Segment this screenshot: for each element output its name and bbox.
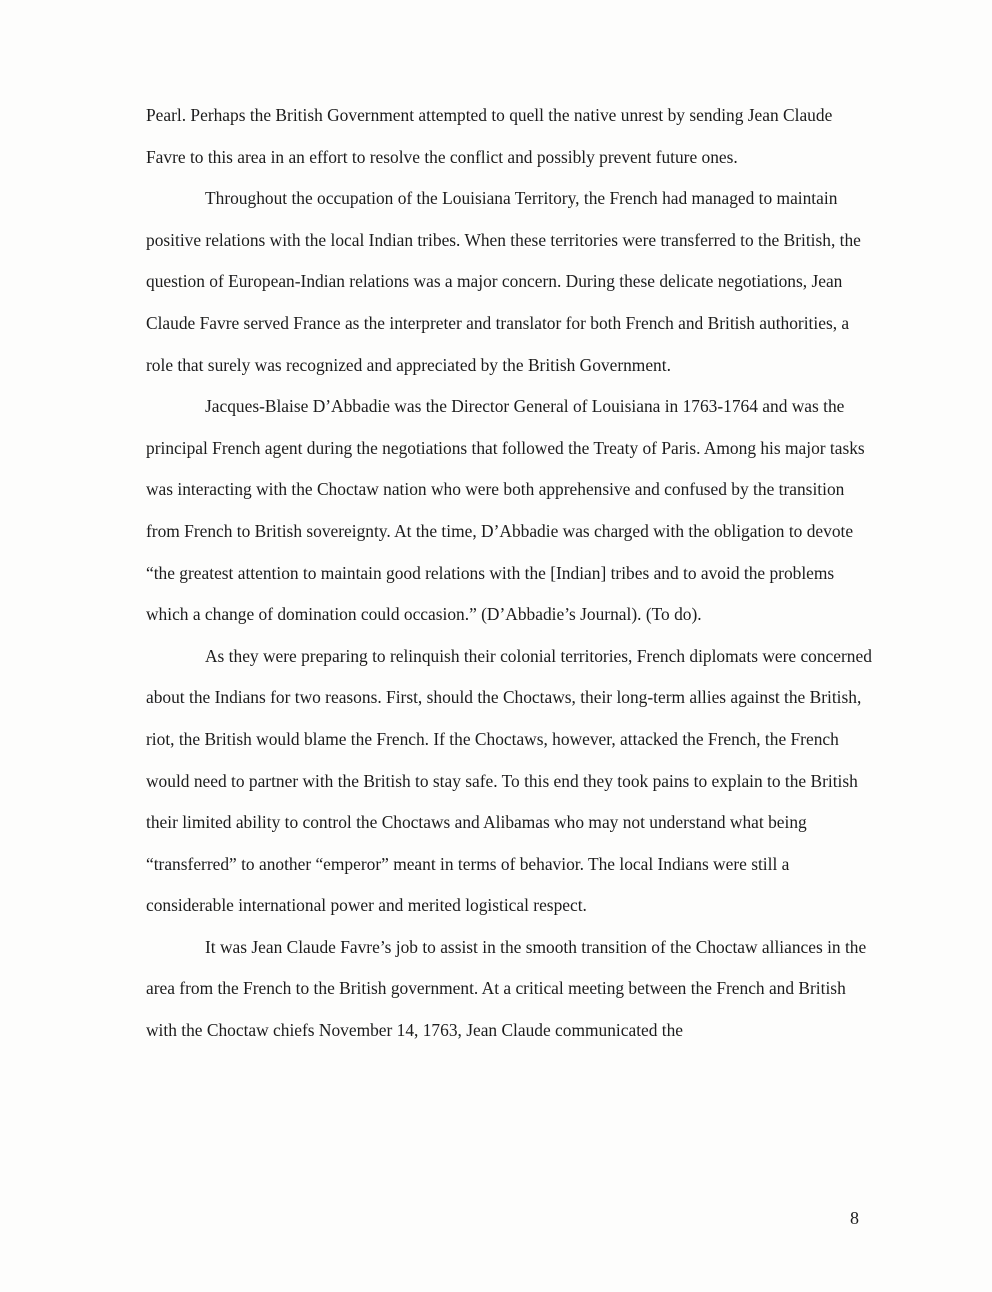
page-number: 8 — [850, 1208, 859, 1228]
body-text — [146, 95, 876, 1052]
paragraph-4: As they were preparing to relinquish their colonial territories, French diplomats were concerned about the Indians for two reasons. First, should the Choctaws, their long-term allies against the British, riot, the British would blame the French. If the Choctaws, however, attacked the French, the French would need to partner with the British to stay safe. To this end they took pains to explain to the British their limited ability to control the Choctaws and Alibamas who may not understand what being “transferred” to another “emperor” meant in terms of behavior. The local Indians were still a considerable international power and merited logistical respect. — [146, 645, 872, 916]
paragraph-2: Throughout the occupation of the Louisiana Territory, the French had managed to maintain positive relations with the local Indian tribes. When these territories were transferred to the British, the question of European-Indian relations was a major concern. During these delicate negotiations, Jean Claude Favre served France as the interpreter and translator for both French and British authorities, a role that surely was recognized and appreciated by the British Government. — [146, 188, 861, 375]
paragraph-1: Pearl. Perhaps the British Government attempted to quell the native unrest by sending Jean Claude Favre to this area in an effort to resolve the conflict and possibly prevent future ones. — [146, 105, 833, 167]
paragraph-5: It was Jean Claude Favre’s job to assist in the smooth transition of the Choctaw alliances in the area from the French to the British government. At a critical meeting between the French and British with the Choctaw chiefs November 14, 1763, Jean Claude communicated the — [146, 936, 867, 1041]
paragraph-3: Jacques-Blaise D’Abbadie was the Director General of Louisiana in 1763-1764 and was the principal French agent during the negotiations that followed the Treaty of Paris. Among his major tasks was interacting with the Choctaw nation who were both apprehensive and confused by the transition from French to British sovereignty. At the time, D’Abbadie was charged with the obligation to devote “the greatest attention to maintain good relations with the [Indian] tribes and to avoid the problems which a change of domination could occasion.” (D’Abbadie’s Journal). (To do). — [146, 396, 865, 625]
